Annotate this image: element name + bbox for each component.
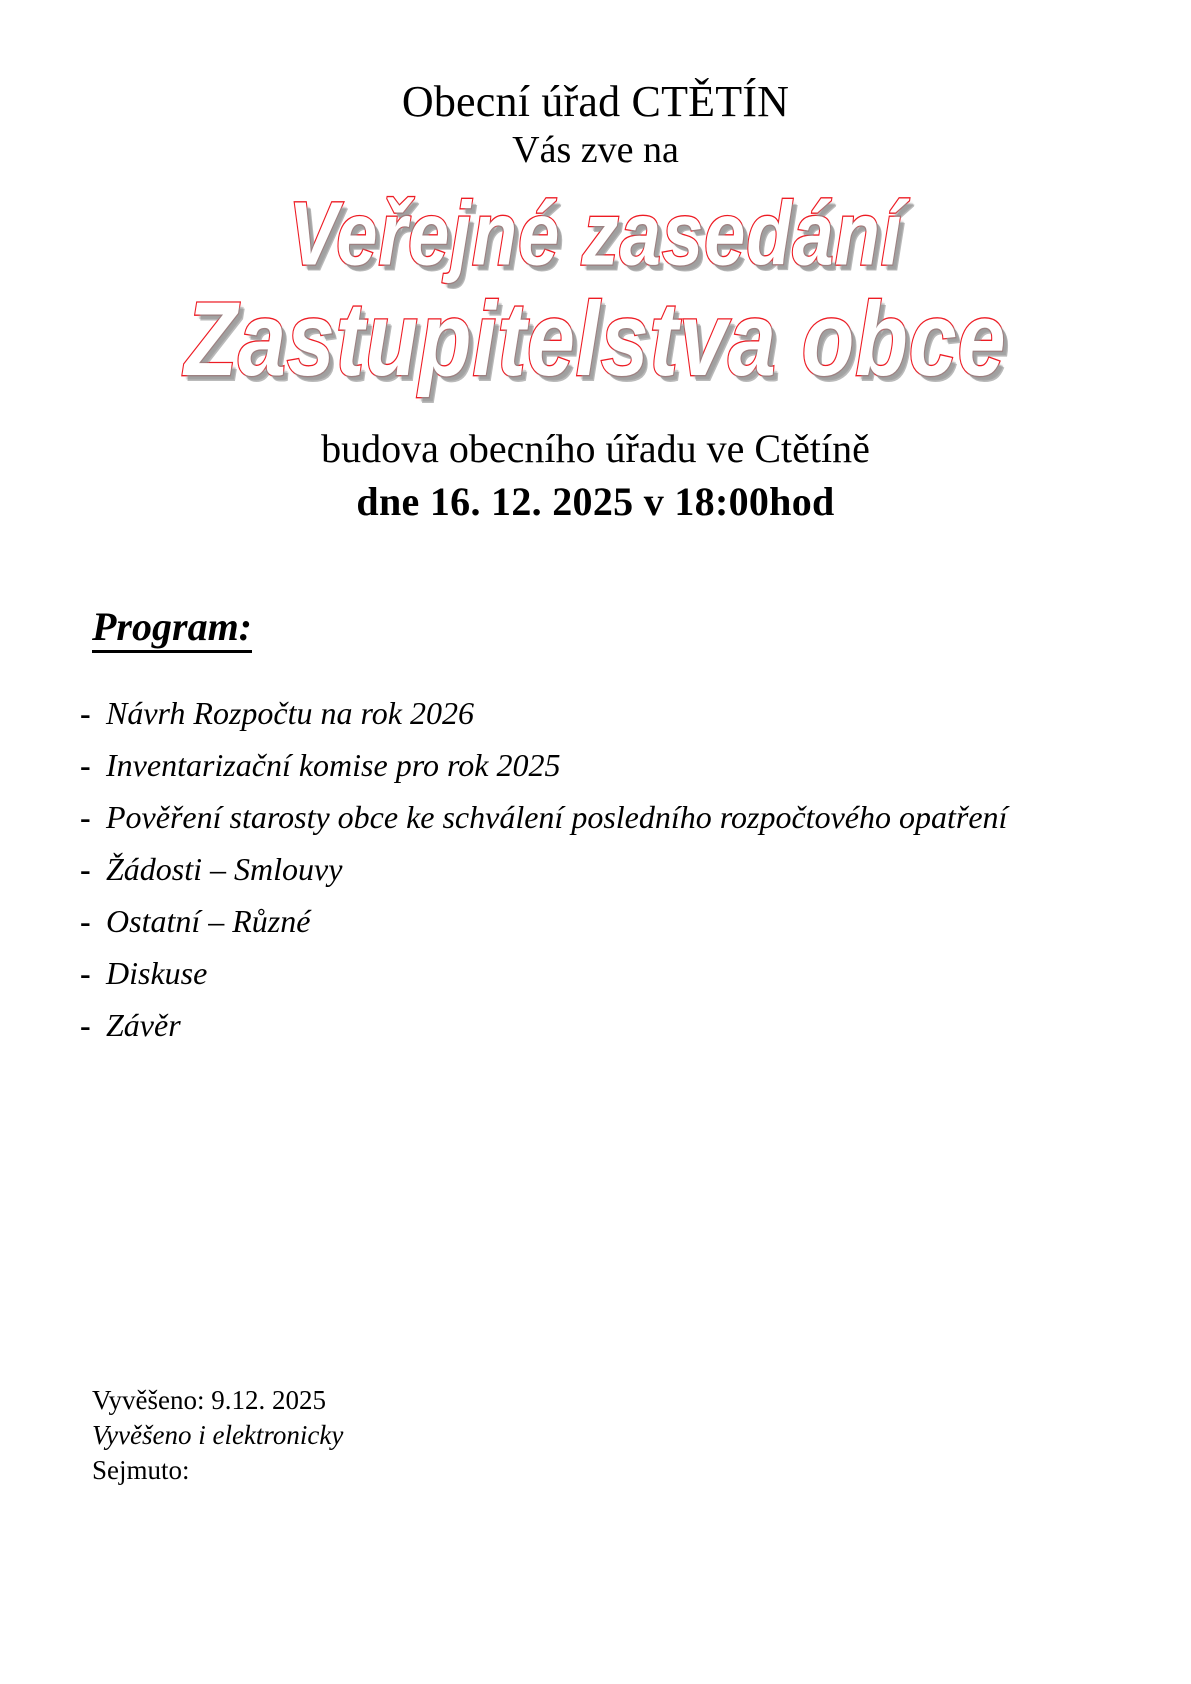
header-block [0, 0, 1191, 173]
posted-electronically: Vyvěšeno i elektronicky [92, 1419, 344, 1450]
removed-date: Sejmuto: [92, 1454, 190, 1485]
program-list [0, 694, 1191, 1043]
invitation-line: Vás zve na [512, 129, 679, 172]
footer-block [92, 1383, 343, 1488]
bullet-dash-icon: - [80, 798, 91, 835]
program-item [80, 746, 1191, 783]
program-item-label: Diskuse [106, 954, 208, 991]
program-item [80, 694, 1191, 731]
program-item-label: Žádosti – Smlouvy [106, 850, 343, 887]
program-item [80, 954, 1191, 991]
wordart-title-block [0, 183, 1191, 399]
program-item [80, 850, 1191, 887]
venue-place: budova obecního úřadu ve Ctětíně [321, 426, 870, 472]
program-item [80, 798, 1191, 835]
program-item [80, 1006, 1191, 1043]
venue-datetime: dne 16. 12. 2025 v 18:00hod [356, 479, 835, 525]
venue-block [0, 425, 1191, 527]
program-heading: Program: [92, 605, 252, 653]
bullet-dash-icon: - [80, 694, 91, 731]
posted-date: Vyvěšeno: 9.12. 2025 [92, 1384, 326, 1415]
program-item-label: Pověření starosty obce ke schválení posledního rozpočtového opatření [106, 798, 1008, 835]
bullet-dash-icon: - [80, 1006, 91, 1043]
program-item-label: Návrh Rozpočtu na rok 2026 [106, 694, 474, 731]
program-item-label: Ostatní – Různé [106, 902, 311, 939]
bullet-dash-icon: - [80, 850, 91, 887]
program-item-label: Inventarizační komise pro rok 2025 [106, 746, 561, 783]
office-name: Obecní úřad CTĚTÍN [401, 77, 790, 126]
program-item [80, 902, 1191, 939]
bullet-dash-icon: - [80, 746, 91, 783]
wordart-title-line2: Zastupitelstva obce [184, 281, 1007, 399]
program-item-label: Závěr [106, 1006, 181, 1043]
bullet-dash-icon: - [80, 954, 91, 991]
wordart-title-line1: Veřejné zasedání [288, 183, 903, 285]
bullet-dash-icon: - [80, 902, 91, 939]
